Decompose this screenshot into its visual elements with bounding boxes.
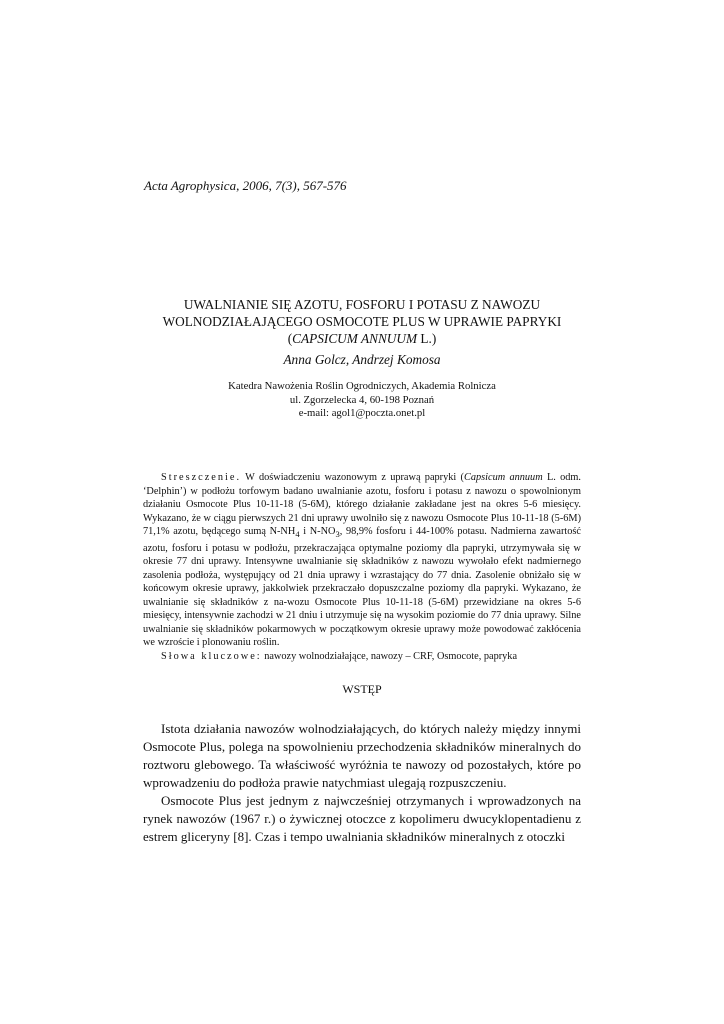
title-species: CAPSICUM ANNUUM <box>292 331 418 346</box>
abstract <box>143 471 581 663</box>
affiliation-line-2: ul. Zgorzelecka 4, 60-198 Poznań <box>289 393 435 406</box>
abstract-label: Streszczenie. <box>161 472 242 483</box>
title-paren-close: L.) <box>417 331 437 346</box>
abstract-text-1: W doświadczeniu wazonowym z uprawą papryki ( <box>241 472 464 483</box>
paper-title <box>110 296 614 347</box>
keywords <box>143 650 581 664</box>
journal-citation: Acta Agrophysica, 2006, 7(3), 567-576 <box>144 178 347 193</box>
abstract-species: Capsicum annuum <box>463 472 543 483</box>
affiliation-email: e-mail: agol1@poczta.onet.pl <box>298 407 426 419</box>
abstract-text-4: , 98,9% fosforu i 44-100% potasu. Nadmierna zawartość azotu, fosforu i potasu w podłożu, przekraczająca optymalne poziomy dla papryki, utrzymywała się w okresie 77 dni uprawy. Intensywne uwalnianie się składników z nawozu wywołało efekt nadmiernego zasolenia podłoża, występujący od 21 dnia uprawy i wzrastający do 77 dnia. Zasolenie obniżało się w końcowym okresie uprawy, jakkolwiek przekraczało dopuszczalne poziomy dla papryki. Wykazano, że uwalnianie się składników z na-wozu Osmocote Plus 10-11-18 (5-6M) przewidziane na okres 5-6 miesięcy, intensywnie zachodzi w 21 dniu i utrzymuje się na wysokim poziomie do 77 dnia uprawy. Silne uwalnianie się składników pokarmowych w początkowym okresie uprawy może powodować zakłócenia we wzroście i plonowaniu roślin. <box>143 526 581 649</box>
authors: Anna Golcz, Andrzej Komosa <box>283 352 441 367</box>
title-line-3 <box>110 330 614 347</box>
affiliation-line-1: Katedra Nawożenia Roślin Ogrodniczych, Akademia Rolnicza <box>228 380 496 392</box>
body-paragraph-2: Osmocote Plus jest jednym z najwcześniej otrzymanych i wprowadzonych na rynek nawozów (1967 r.) o żywicznej otoczce z kopolimeru dwucyklopentadienu z estrem gliceryny [8]. Czas i tempo uwalniania składników mineralnych z otoczki <box>143 793 581 844</box>
affiliation <box>110 380 614 421</box>
section-title-intro: WSTĘP <box>342 682 382 696</box>
title-line-1: UWALNIANIE SIĘ AZOTU, FOSFORU I POTASU Z NAWOZU <box>183 297 541 312</box>
title-paren-open: ( <box>287 331 293 346</box>
abstract-paragraph <box>143 471 581 650</box>
subscript-4: 4 <box>295 529 300 540</box>
abstract-text-2: L. odm. ‘Delphin’) w podłożu torfowym badano uwalnianie azotu, fosforu i potasu z nawozu o spowolnionym działaniu Osmocote Plus 10-11-18 (5-6M), którego działanie zakładane jest na okres 5-6 miesięcy. Wykazano, że w ciągu pierwszych 21 dni uprawy uwolniło się z nawozu Osmocote Plus 10-11-18 (5-6M) 71,1% azotu, będącego sumą N-NH <box>143 472 581 537</box>
abstract-text-3: i N-NO <box>299 526 336 537</box>
keywords-text: nawozy wolnodziałające, nawozy – CRF, Osmocote, papryka <box>261 650 518 662</box>
body-paragraph-1: Istota działania nawozów wolnodziałających, do których należy między innymi Osmocote Plus, polega na spowolnieniu przechodzenia składników mineralnych do roztworu glebowego. Ta właściwość wyróżnia te nawozy od pozostałych, które po wprowadzeniu do podłoża prawie natychmiast ulegają rozpuszczeniu. <box>143 721 581 790</box>
keywords-label: Słowa kluczowe: <box>161 650 262 662</box>
body-text <box>143 720 581 846</box>
subscript-3: 3 <box>335 529 340 540</box>
title-line-2: WOLNODZIAŁAJĄCEGO OSMOCOTE PLUS W UPRAWIE PAPRYKI <box>162 314 562 329</box>
